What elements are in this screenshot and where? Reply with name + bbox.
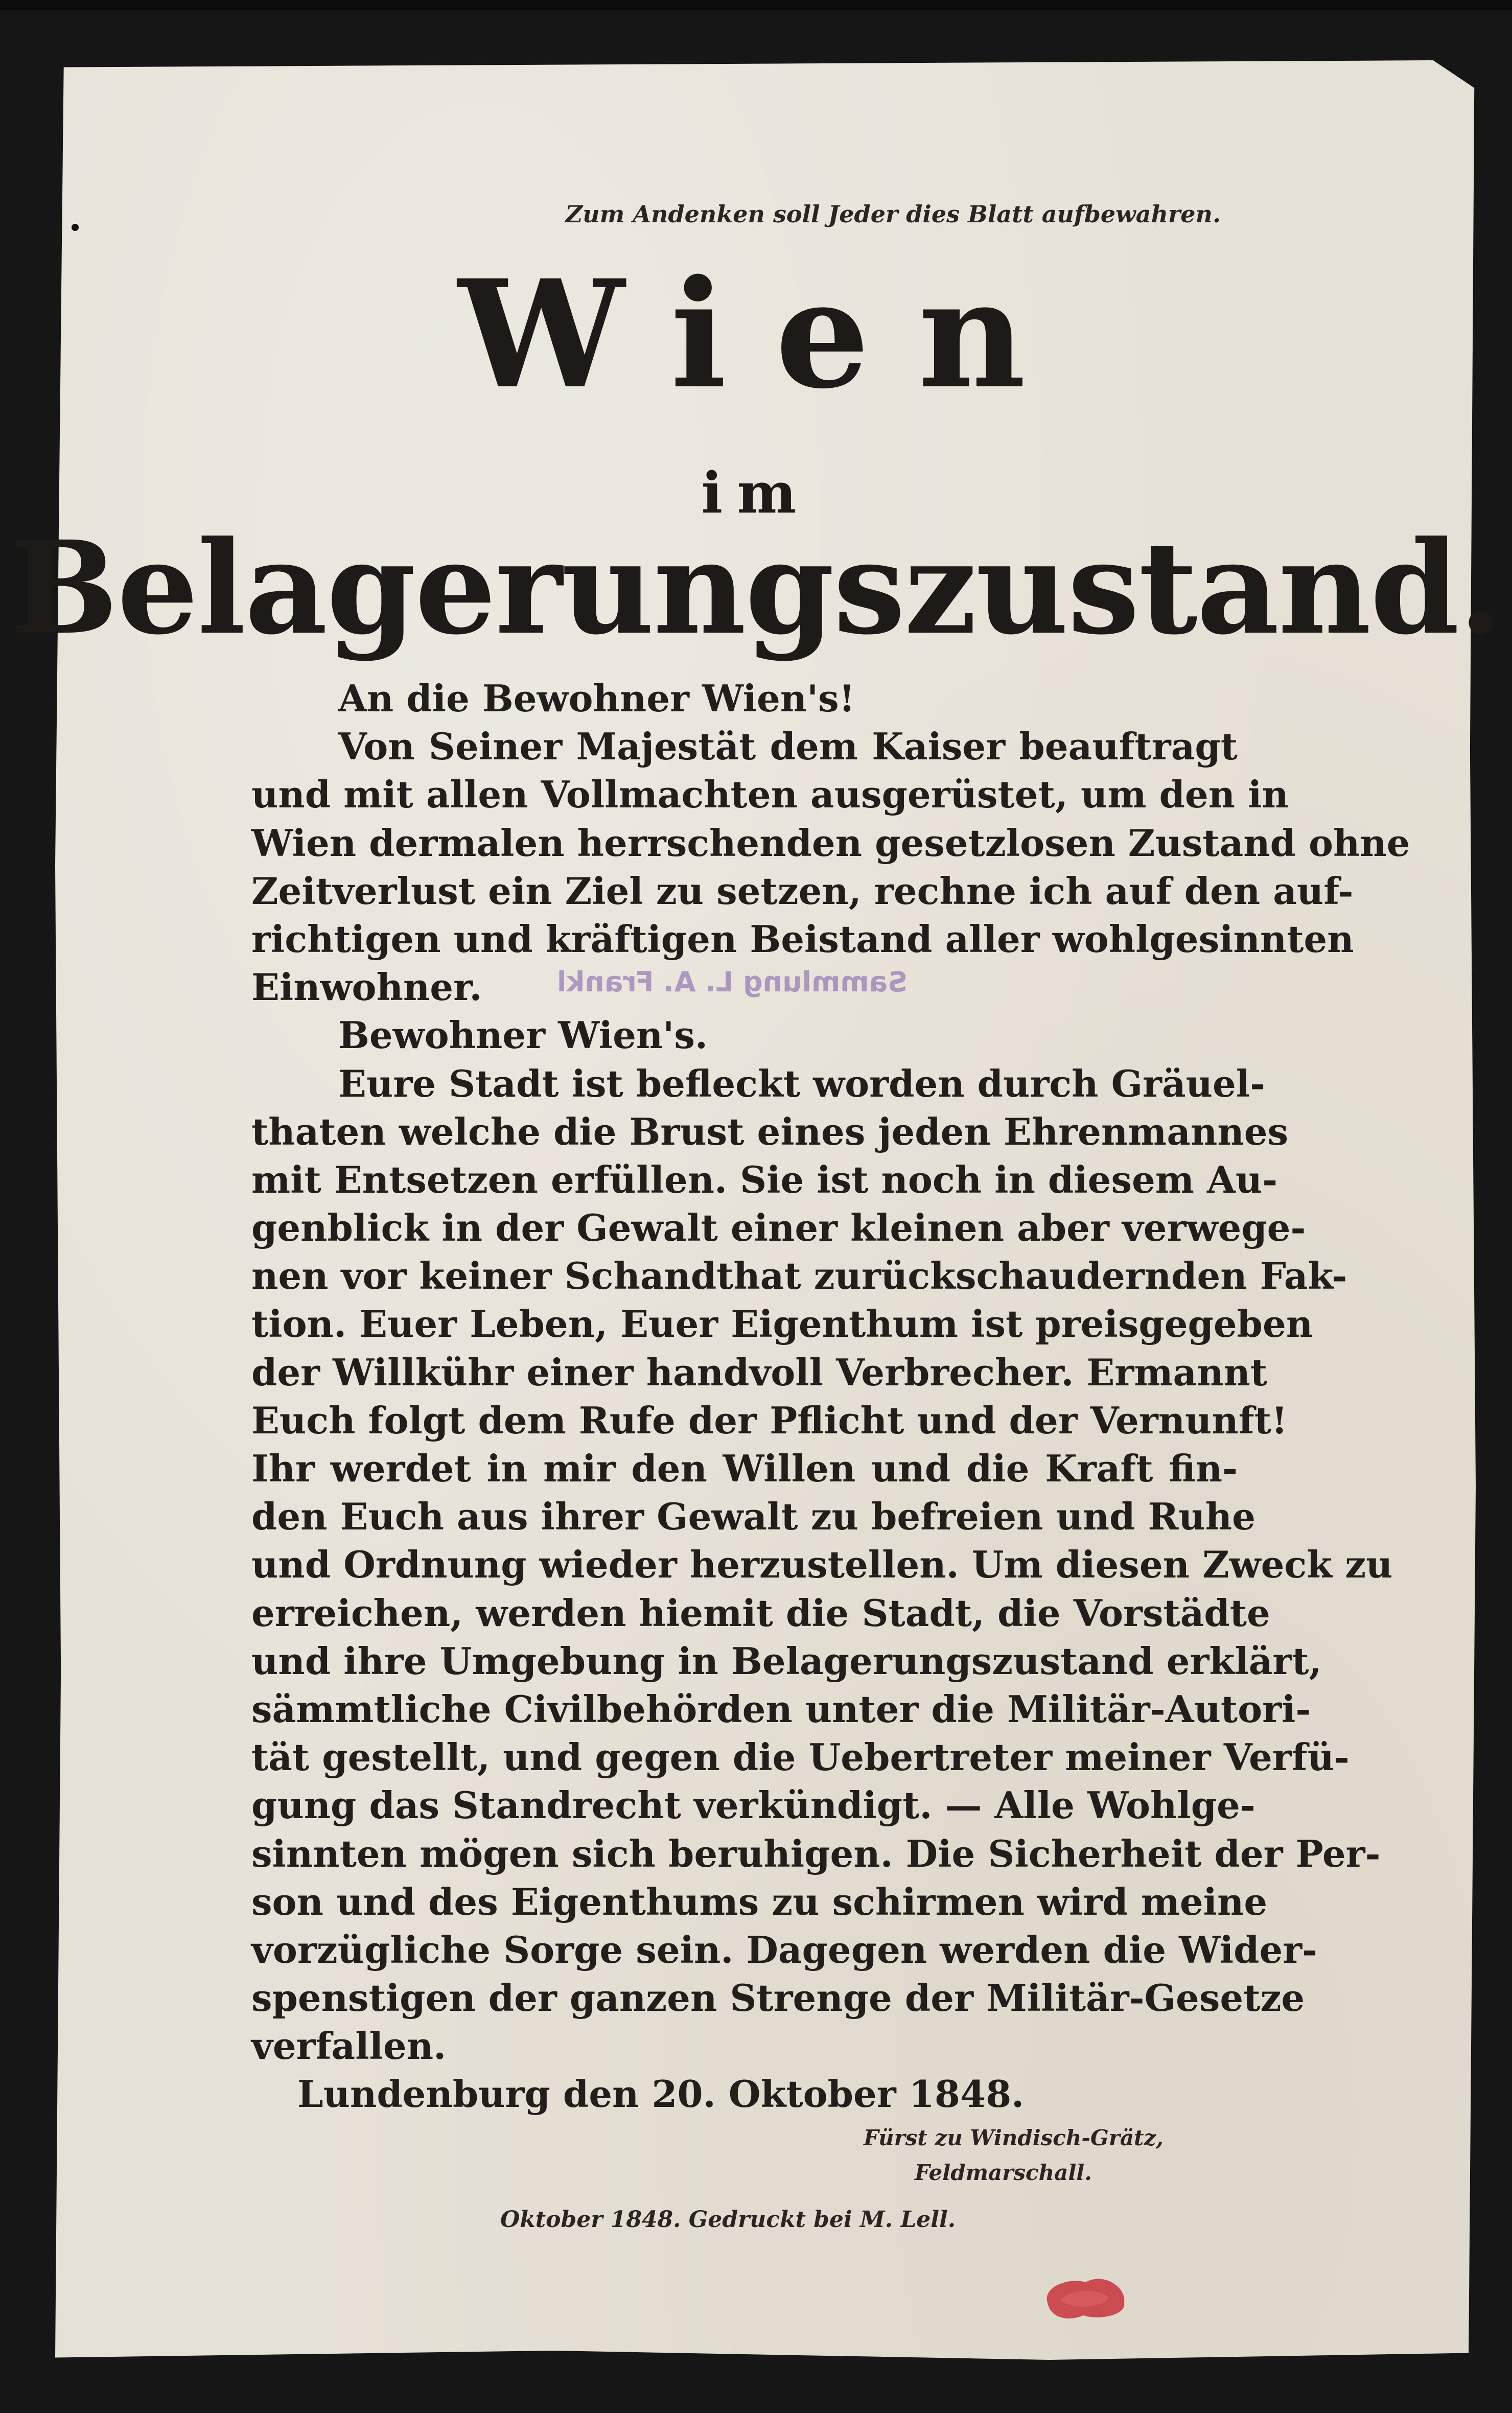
- body-line: tät gestellt, und gegen die Uebertreter meiner Verfü-: [251, 1735, 1350, 1779]
- body-line: sinnten mögen sich beruhigen. Die Sicherheit der Per-: [251, 1831, 1381, 1875]
- body-line: sämmtliche Civilbehörden unter die Militär-Autori-: [251, 1687, 1311, 1731]
- body-line: nen vor keiner Schandthat zurückschaudernden Fak-: [251, 1254, 1347, 1298]
- body-line: Zeitverlust ein Ziel zu setzen, rechne ich auf den auf-: [251, 869, 1354, 913]
- scan-top-edge: [0, 0, 1512, 10]
- body-line: thaten welche die Brust eines jeden Ehrenmannes: [251, 1109, 1289, 1153]
- body-line: Euch folgt dem Rufe der Pflicht und der Vernunft!: [251, 1398, 1288, 1442]
- signatory-title: Feldmarschall.: [915, 2160, 1092, 2185]
- proclamation-text: [251, 675, 1410, 2119]
- body-line: tion. Euer Leben, Euer Eigenthum ist preisgegeben: [251, 1302, 1313, 1346]
- body-line: Eure Stadt ist befleckt worden durch Gräuel-: [338, 1061, 1266, 1105]
- body-line: Wien dermalen herrschenden gesetzlosen Zustand ohne: [251, 821, 1410, 865]
- red-wax-seal: [1037, 2267, 1134, 2323]
- body-line: den Euch aus ihrer Gewalt zu befreien und Ruhe: [251, 1495, 1255, 1539]
- signature-block: [864, 2121, 1164, 2190]
- body-line: und mit allen Vollmachten ausgerüstet, um den in: [251, 773, 1289, 817]
- body-line: richtigen und kräftigen Beistand aller wohlgesinnten: [251, 917, 1354, 961]
- ink-dot: [72, 224, 79, 231]
- body-line: spenstigen der ganzen Strenge der Militär-Gesetze: [251, 1976, 1305, 2020]
- body-line: der Willkühr einer handvoll Verbrecher. Ermannt: [251, 1350, 1268, 1394]
- body-line: Einwohner.: [251, 965, 482, 1009]
- body-line: und ihre Umgebung in Belagerungszustand erklärt,: [251, 1639, 1322, 1683]
- library-stamp: Sammlung L. A. Frankl: [557, 966, 908, 998]
- body-line: Von Seiner Majestät dem Kaiser beauftragt: [338, 725, 1238, 769]
- body-line: erreichen, werden hiemit die Stadt, die Vorstädte: [251, 1591, 1270, 1635]
- body-line: son und des Eigenthums zu schirmen wird meine: [251, 1880, 1268, 1923]
- printer-imprint: Oktober 1848. Gedruckt bei M. Lell.: [500, 2207, 956, 2233]
- title-belagerungszustand: Belagerungszustand.: [10, 513, 1502, 663]
- body-line: und Ordnung wieder herzustellen. Um diesen Zweck zu: [251, 1543, 1393, 1587]
- body-line: verfallen.: [251, 2024, 447, 2068]
- header-note: Zum Andenken soll Jeder dies Blatt aufbewahren.: [565, 200, 1221, 228]
- body-line: mit Entsetzen erfüllen. Sie ist noch in diesem Au-: [251, 1157, 1278, 1201]
- title-wien: Wien: [458, 248, 1075, 422]
- body-line: genblick in der Gewalt einer kleinen aber verwege-: [251, 1206, 1306, 1250]
- body-line: Ihr werdet in mir den Willen und die Kraft fin-: [251, 1447, 1238, 1490]
- body-line: Bewohner Wien's.: [338, 1013, 708, 1057]
- signatory-name: Fürst zu Windisch-Grätz,: [864, 2125, 1164, 2150]
- body-line: vorzügliche Sorge sein. Dagegen werden die Wider-: [251, 1928, 1318, 1971]
- salutation: An die Bewohner Wien's!: [338, 677, 855, 720]
- place-date-line: Lundenburg den 20. Oktober 1848.: [297, 2072, 1025, 2116]
- title-im: im: [701, 460, 811, 526]
- body-line: gung das Standrecht verkündigt. — Alle Wohlge-: [251, 1783, 1255, 1827]
